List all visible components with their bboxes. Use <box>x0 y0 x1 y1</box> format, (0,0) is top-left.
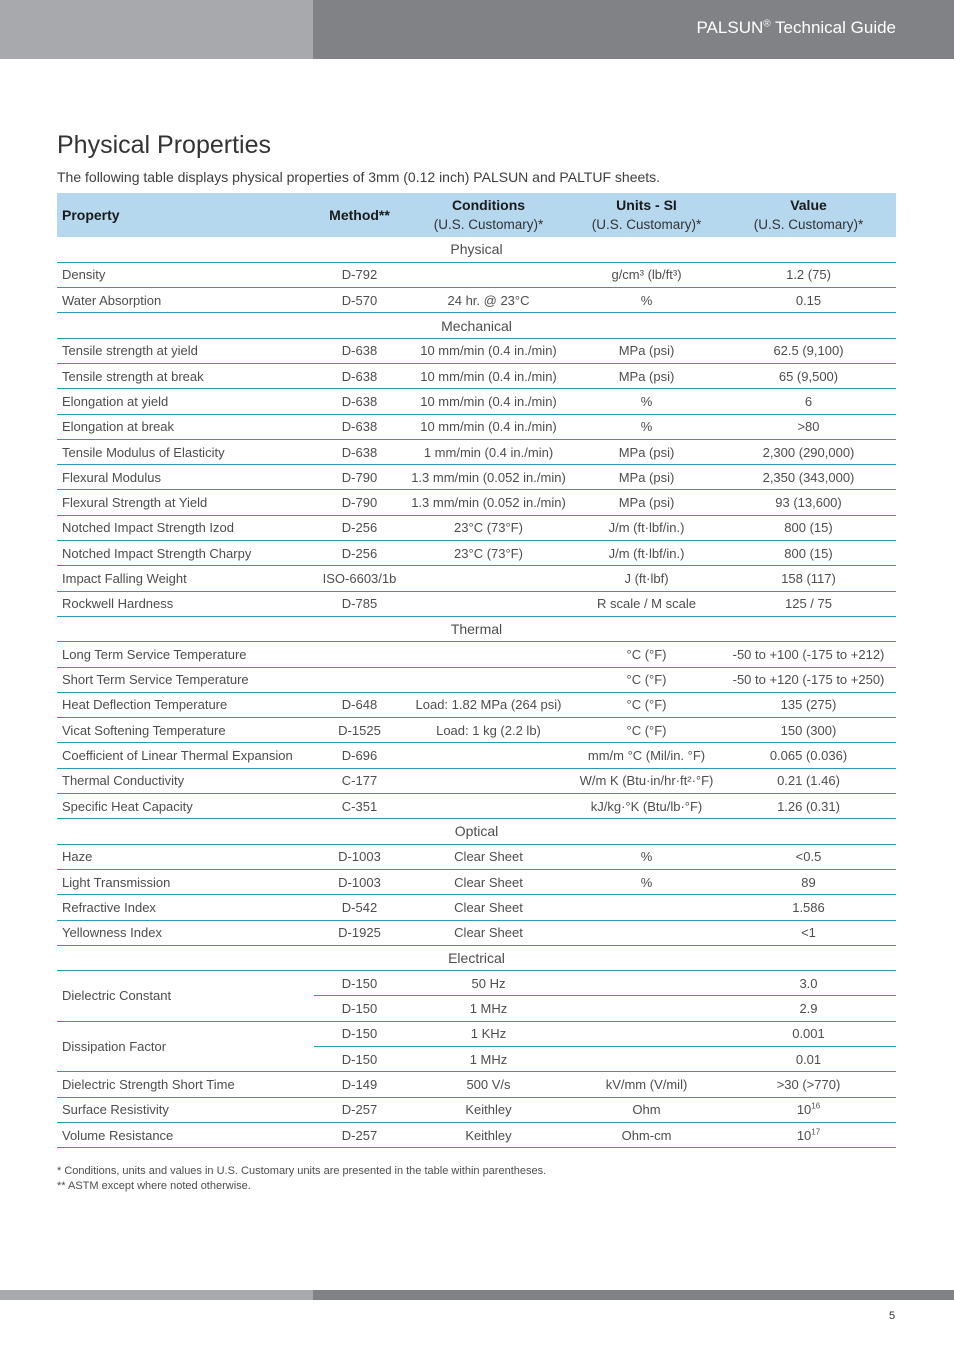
units-cell: % <box>572 869 721 894</box>
table-row <box>57 667 896 692</box>
units-cell: kV/mm (V/mil) <box>572 1072 721 1097</box>
table-row <box>57 465 896 490</box>
value-cell: 2,300 (290,000) <box>721 439 896 464</box>
conditions-cell: 23°C (73°F) <box>405 515 572 540</box>
property-cell: Impact Falling Weight <box>57 566 314 591</box>
table-row <box>57 692 896 717</box>
units-cell: % <box>572 844 721 869</box>
units-cell: MPa (psi) <box>572 465 721 490</box>
method-cell <box>314 667 405 692</box>
brand-name: PALSUN <box>696 18 764 37</box>
property-cell: Yellowness Index <box>57 920 314 945</box>
header-method: Method** <box>314 193 405 237</box>
category-row <box>57 616 896 641</box>
method-cell: D-256 <box>314 541 405 566</box>
table-row <box>57 1097 896 1122</box>
conditions-cell: Clear Sheet <box>405 844 572 869</box>
registered-mark: ® <box>763 18 771 30</box>
value-cell: 135 (275) <box>721 692 896 717</box>
method-cell: D-149 <box>314 1072 405 1097</box>
method-cell: D-1925 <box>314 920 405 945</box>
header-units-label: Units - SI <box>616 197 677 213</box>
units-cell: Ohm-cm <box>572 1122 721 1147</box>
method-cell: D-638 <box>314 363 405 388</box>
units-cell: J/m (ft·lbf/in.) <box>572 515 721 540</box>
table-row <box>57 262 896 287</box>
property-cell: Dissipation Factor <box>57 1021 314 1072</box>
method-cell: D-1525 <box>314 718 405 743</box>
property-cell: Light Transmission <box>57 869 314 894</box>
units-cell <box>572 971 721 996</box>
intro-text: The following table displays physical properties of 3mm (0.12 inch) PALSUN and PALTUF sheets. <box>57 169 661 185</box>
method-cell <box>314 642 405 667</box>
property-cell: Surface Resistivity <box>57 1097 314 1122</box>
table-row <box>57 844 896 869</box>
conditions-cell: 50 Hz <box>405 971 572 996</box>
method-cell: D-638 <box>314 439 405 464</box>
method-cell: D-150 <box>314 1047 405 1072</box>
table-row <box>57 920 896 945</box>
units-cell: mm/m °C (Mil/in. °F) <box>572 743 721 768</box>
units-cell <box>572 1021 721 1046</box>
conditions-cell <box>405 642 572 667</box>
units-cell: % <box>572 414 721 439</box>
table-row <box>57 288 896 313</box>
value-cell: 6 <box>721 389 896 414</box>
conditions-cell <box>405 566 572 591</box>
value-cell: 62.5 (9,100) <box>721 338 896 363</box>
units-cell: J/m (ft·lbf/in.) <box>572 541 721 566</box>
table-row <box>57 363 896 388</box>
conditions-cell: 23°C (73°F) <box>405 541 572 566</box>
value-cell: 158 (117) <box>721 566 896 591</box>
units-cell: g/cm³ (lb/ft³) <box>572 262 721 287</box>
category-mechanical: Mechanical <box>57 313 896 338</box>
method-cell: C-351 <box>314 794 405 819</box>
header-units-sub: (U.S. Customary)* <box>591 217 702 232</box>
header-conditions <box>405 193 572 237</box>
value-cell: 1.26 (0.31) <box>721 794 896 819</box>
conditions-cell: 10 mm/min (0.4 in./min) <box>405 389 572 414</box>
property-cell: Elongation at break <box>57 414 314 439</box>
table-row <box>57 971 896 996</box>
property-cell: Refractive Index <box>57 895 314 920</box>
method-cell: D-696 <box>314 743 405 768</box>
value-cell: 150 (300) <box>721 718 896 743</box>
table-header-row <box>57 193 896 237</box>
units-cell: W/m K (Btu·in/hr·ft²·°F) <box>572 768 721 793</box>
guide-title-rest: Technical Guide <box>770 18 896 37</box>
footnote: * Conditions, units and values in U.S. Customary units are presented in the table within parentheses. <box>57 1165 547 1177</box>
units-cell: MPa (psi) <box>572 490 721 515</box>
value-cell: 800 (15) <box>721 541 896 566</box>
table-row <box>57 895 896 920</box>
property-cell: Tensile strength at yield <box>57 338 314 363</box>
value-cell: 125 / 75 <box>721 591 896 616</box>
method-cell: D-638 <box>314 389 405 414</box>
header-value-label: Value <box>790 197 827 213</box>
method-cell: D-1003 <box>314 844 405 869</box>
category-thermal: Thermal <box>57 616 896 641</box>
value-cell: 89 <box>721 869 896 894</box>
method-cell: D-1003 <box>314 869 405 894</box>
conditions-cell: 1 MHz <box>405 1047 572 1072</box>
conditions-cell: Clear Sheet <box>405 895 572 920</box>
value-exponent: 16 <box>811 1101 821 1111</box>
method-cell: D-638 <box>314 414 405 439</box>
method-cell: D-256 <box>314 515 405 540</box>
conditions-cell: Load: 1.82 MPa (264 psi) <box>405 692 572 717</box>
footnote: ** ASTM except where noted otherwise. <box>57 1180 251 1192</box>
conditions-cell: 1 KHz <box>405 1021 572 1046</box>
conditions-cell: 10 mm/min (0.4 in./min) <box>405 338 572 363</box>
property-cell: Water Absorption <box>57 288 314 313</box>
page-title: Physical Properties <box>57 131 271 159</box>
method-cell: D-150 <box>314 971 405 996</box>
conditions-cell: Clear Sheet <box>405 869 572 894</box>
value-base: 10 <box>796 1102 812 1118</box>
method-cell: D-790 <box>314 490 405 515</box>
header-conditions-label: Conditions <box>451 197 526 213</box>
header-conditions-sub: (U.S. Customary)* <box>433 217 544 232</box>
conditions-cell: Keithley <box>405 1097 572 1122</box>
table-row <box>57 743 896 768</box>
method-cell: D-542 <box>314 895 405 920</box>
units-cell <box>572 1047 721 1072</box>
units-cell: MPa (psi) <box>572 338 721 363</box>
method-cell: D-648 <box>314 692 405 717</box>
value-cell: 2,350 (343,000) <box>721 465 896 490</box>
method-cell: D-150 <box>314 1021 405 1046</box>
method-cell: D-257 <box>314 1122 405 1147</box>
value-cell: 0.21 (1.46) <box>721 768 896 793</box>
conditions-cell: 1.3 mm/min (0.052 in./min) <box>405 490 572 515</box>
table-row <box>57 1072 896 1097</box>
table-row <box>57 490 896 515</box>
properties-table <box>57 193 896 1148</box>
value-cell: 1.2 (75) <box>721 262 896 287</box>
table-row <box>57 389 896 414</box>
conditions-cell: Load: 1 kg (2.2 lb) <box>405 718 572 743</box>
method-cell: D-570 <box>314 288 405 313</box>
units-cell: Ohm <box>572 1097 721 1122</box>
category-optical: Optical <box>57 819 896 844</box>
table-row <box>57 869 896 894</box>
value-cell: 800 (15) <box>721 515 896 540</box>
conditions-cell: 1.3 mm/min (0.052 in./min) <box>405 465 572 490</box>
conditions-cell: Keithley <box>405 1122 572 1147</box>
property-cell: Haze <box>57 844 314 869</box>
conditions-cell <box>405 794 572 819</box>
table-row <box>57 1021 896 1046</box>
conditions-cell <box>405 262 572 287</box>
units-cell: J (ft·lbf) <box>572 566 721 591</box>
method-cell: D-792 <box>314 262 405 287</box>
property-cell: Notched Impact Strength Izod <box>57 515 314 540</box>
table-row <box>57 642 896 667</box>
value-cell: 0.01 <box>721 1047 896 1072</box>
units-cell: R scale / M scale <box>572 591 721 616</box>
conditions-cell: 10 mm/min (0.4 in./min) <box>405 414 572 439</box>
page-number: 5 <box>889 1310 896 1322</box>
table-row <box>57 338 896 363</box>
property-cell: Short Term Service Temperature <box>57 667 314 692</box>
units-cell: MPa (psi) <box>572 363 721 388</box>
value-cell <box>721 1122 896 1147</box>
footer-bar-left <box>0 1290 313 1300</box>
property-cell: Thermal Conductivity <box>57 768 314 793</box>
value-cell: -50 to +120 (-175 to +250) <box>721 667 896 692</box>
property-cell: Tensile Modulus of Elasticity <box>57 439 314 464</box>
method-cell: ISO-6603/1b <box>314 566 405 591</box>
method-cell: D-638 <box>314 338 405 363</box>
table-row <box>57 1122 896 1147</box>
property-cell: Elongation at yield <box>57 389 314 414</box>
value-cell: 93 (13,600) <box>721 490 896 515</box>
value-cell: 1.586 <box>721 895 896 920</box>
category-row <box>57 819 896 844</box>
value-cell: 2.9 <box>721 996 896 1021</box>
table-row <box>57 591 896 616</box>
units-cell: % <box>572 389 721 414</box>
table-row <box>57 515 896 540</box>
units-cell <box>572 920 721 945</box>
header-units <box>572 193 721 237</box>
units-cell: kJ/kg·°K (Btu/lb·°F) <box>572 794 721 819</box>
table-row <box>57 414 896 439</box>
value-cell: 0.001 <box>721 1021 896 1046</box>
units-cell: °C (°F) <box>572 667 721 692</box>
method-cell: C-177 <box>314 768 405 793</box>
value-cell: -50 to +100 (-175 to +212) <box>721 642 896 667</box>
table-row <box>57 566 896 591</box>
category-electrical: Electrical <box>57 945 896 970</box>
category-physical: Physical <box>57 237 896 262</box>
units-cell: % <box>572 288 721 313</box>
property-cell: Long Term Service Temperature <box>57 642 314 667</box>
property-cell: Vicat Softening Temperature <box>57 718 314 743</box>
method-cell: D-790 <box>314 465 405 490</box>
units-cell <box>572 895 721 920</box>
property-cell: Dielectric Strength Short Time <box>57 1072 314 1097</box>
guide-title <box>696 18 896 38</box>
table-row <box>57 794 896 819</box>
table-row <box>57 439 896 464</box>
method-cell: D-257 <box>314 1097 405 1122</box>
category-row <box>57 237 896 262</box>
conditions-cell <box>405 743 572 768</box>
conditions-cell: 500 V/s <box>405 1072 572 1097</box>
value-cell: 0.15 <box>721 288 896 313</box>
conditions-cell <box>405 591 572 616</box>
property-cell: Flexural Modulus <box>57 465 314 490</box>
method-cell: D-785 <box>314 591 405 616</box>
units-cell <box>572 996 721 1021</box>
footnotes <box>57 1164 546 1194</box>
value-cell: <0.5 <box>721 844 896 869</box>
header-value <box>721 193 896 237</box>
property-cell: Rockwell Hardness <box>57 591 314 616</box>
category-row <box>57 945 896 970</box>
units-cell: °C (°F) <box>572 692 721 717</box>
property-cell: Tensile strength at break <box>57 363 314 388</box>
property-cell: Dielectric Constant <box>57 971 314 1022</box>
conditions-cell: 10 mm/min (0.4 in./min) <box>405 363 572 388</box>
units-cell: °C (°F) <box>572 642 721 667</box>
conditions-cell: Clear Sheet <box>405 920 572 945</box>
value-cell: <1 <box>721 920 896 945</box>
value-cell: >80 <box>721 414 896 439</box>
property-cell: Coefficient of Linear Thermal Expansion <box>57 743 314 768</box>
conditions-cell: 1 mm/min (0.4 in./min) <box>405 439 572 464</box>
property-cell: Volume Resistance <box>57 1122 314 1147</box>
value-cell <box>721 1097 896 1122</box>
value-base: 10 <box>796 1127 812 1143</box>
table-row <box>57 541 896 566</box>
header-value-sub: (U.S. Customary)* <box>753 217 864 232</box>
footer-bar-right <box>313 1290 954 1300</box>
conditions-cell <box>405 768 572 793</box>
value-cell: >30 (>770) <box>721 1072 896 1097</box>
property-cell: Density <box>57 262 314 287</box>
conditions-cell: 1 MHz <box>405 996 572 1021</box>
property-cell: Flexural Strength at Yield <box>57 490 314 515</box>
property-cell: Notched Impact Strength Charpy <box>57 541 314 566</box>
property-cell: Heat Deflection Temperature <box>57 692 314 717</box>
value-exponent: 17 <box>811 1127 821 1137</box>
conditions-cell: 24 hr. @ 23°C <box>405 288 572 313</box>
value-cell: 65 (9,500) <box>721 363 896 388</box>
method-cell: D-150 <box>314 996 405 1021</box>
header-bar-left <box>0 0 313 59</box>
units-cell: MPa (psi) <box>572 439 721 464</box>
property-cell: Specific Heat Capacity <box>57 794 314 819</box>
value-cell: 3.0 <box>721 971 896 996</box>
units-cell: °C (°F) <box>572 718 721 743</box>
table-row <box>57 718 896 743</box>
header-property: Property <box>57 193 314 237</box>
value-cell: 0.065 (0.036) <box>721 743 896 768</box>
conditions-cell <box>405 667 572 692</box>
table-row <box>57 768 896 793</box>
category-row <box>57 313 896 338</box>
